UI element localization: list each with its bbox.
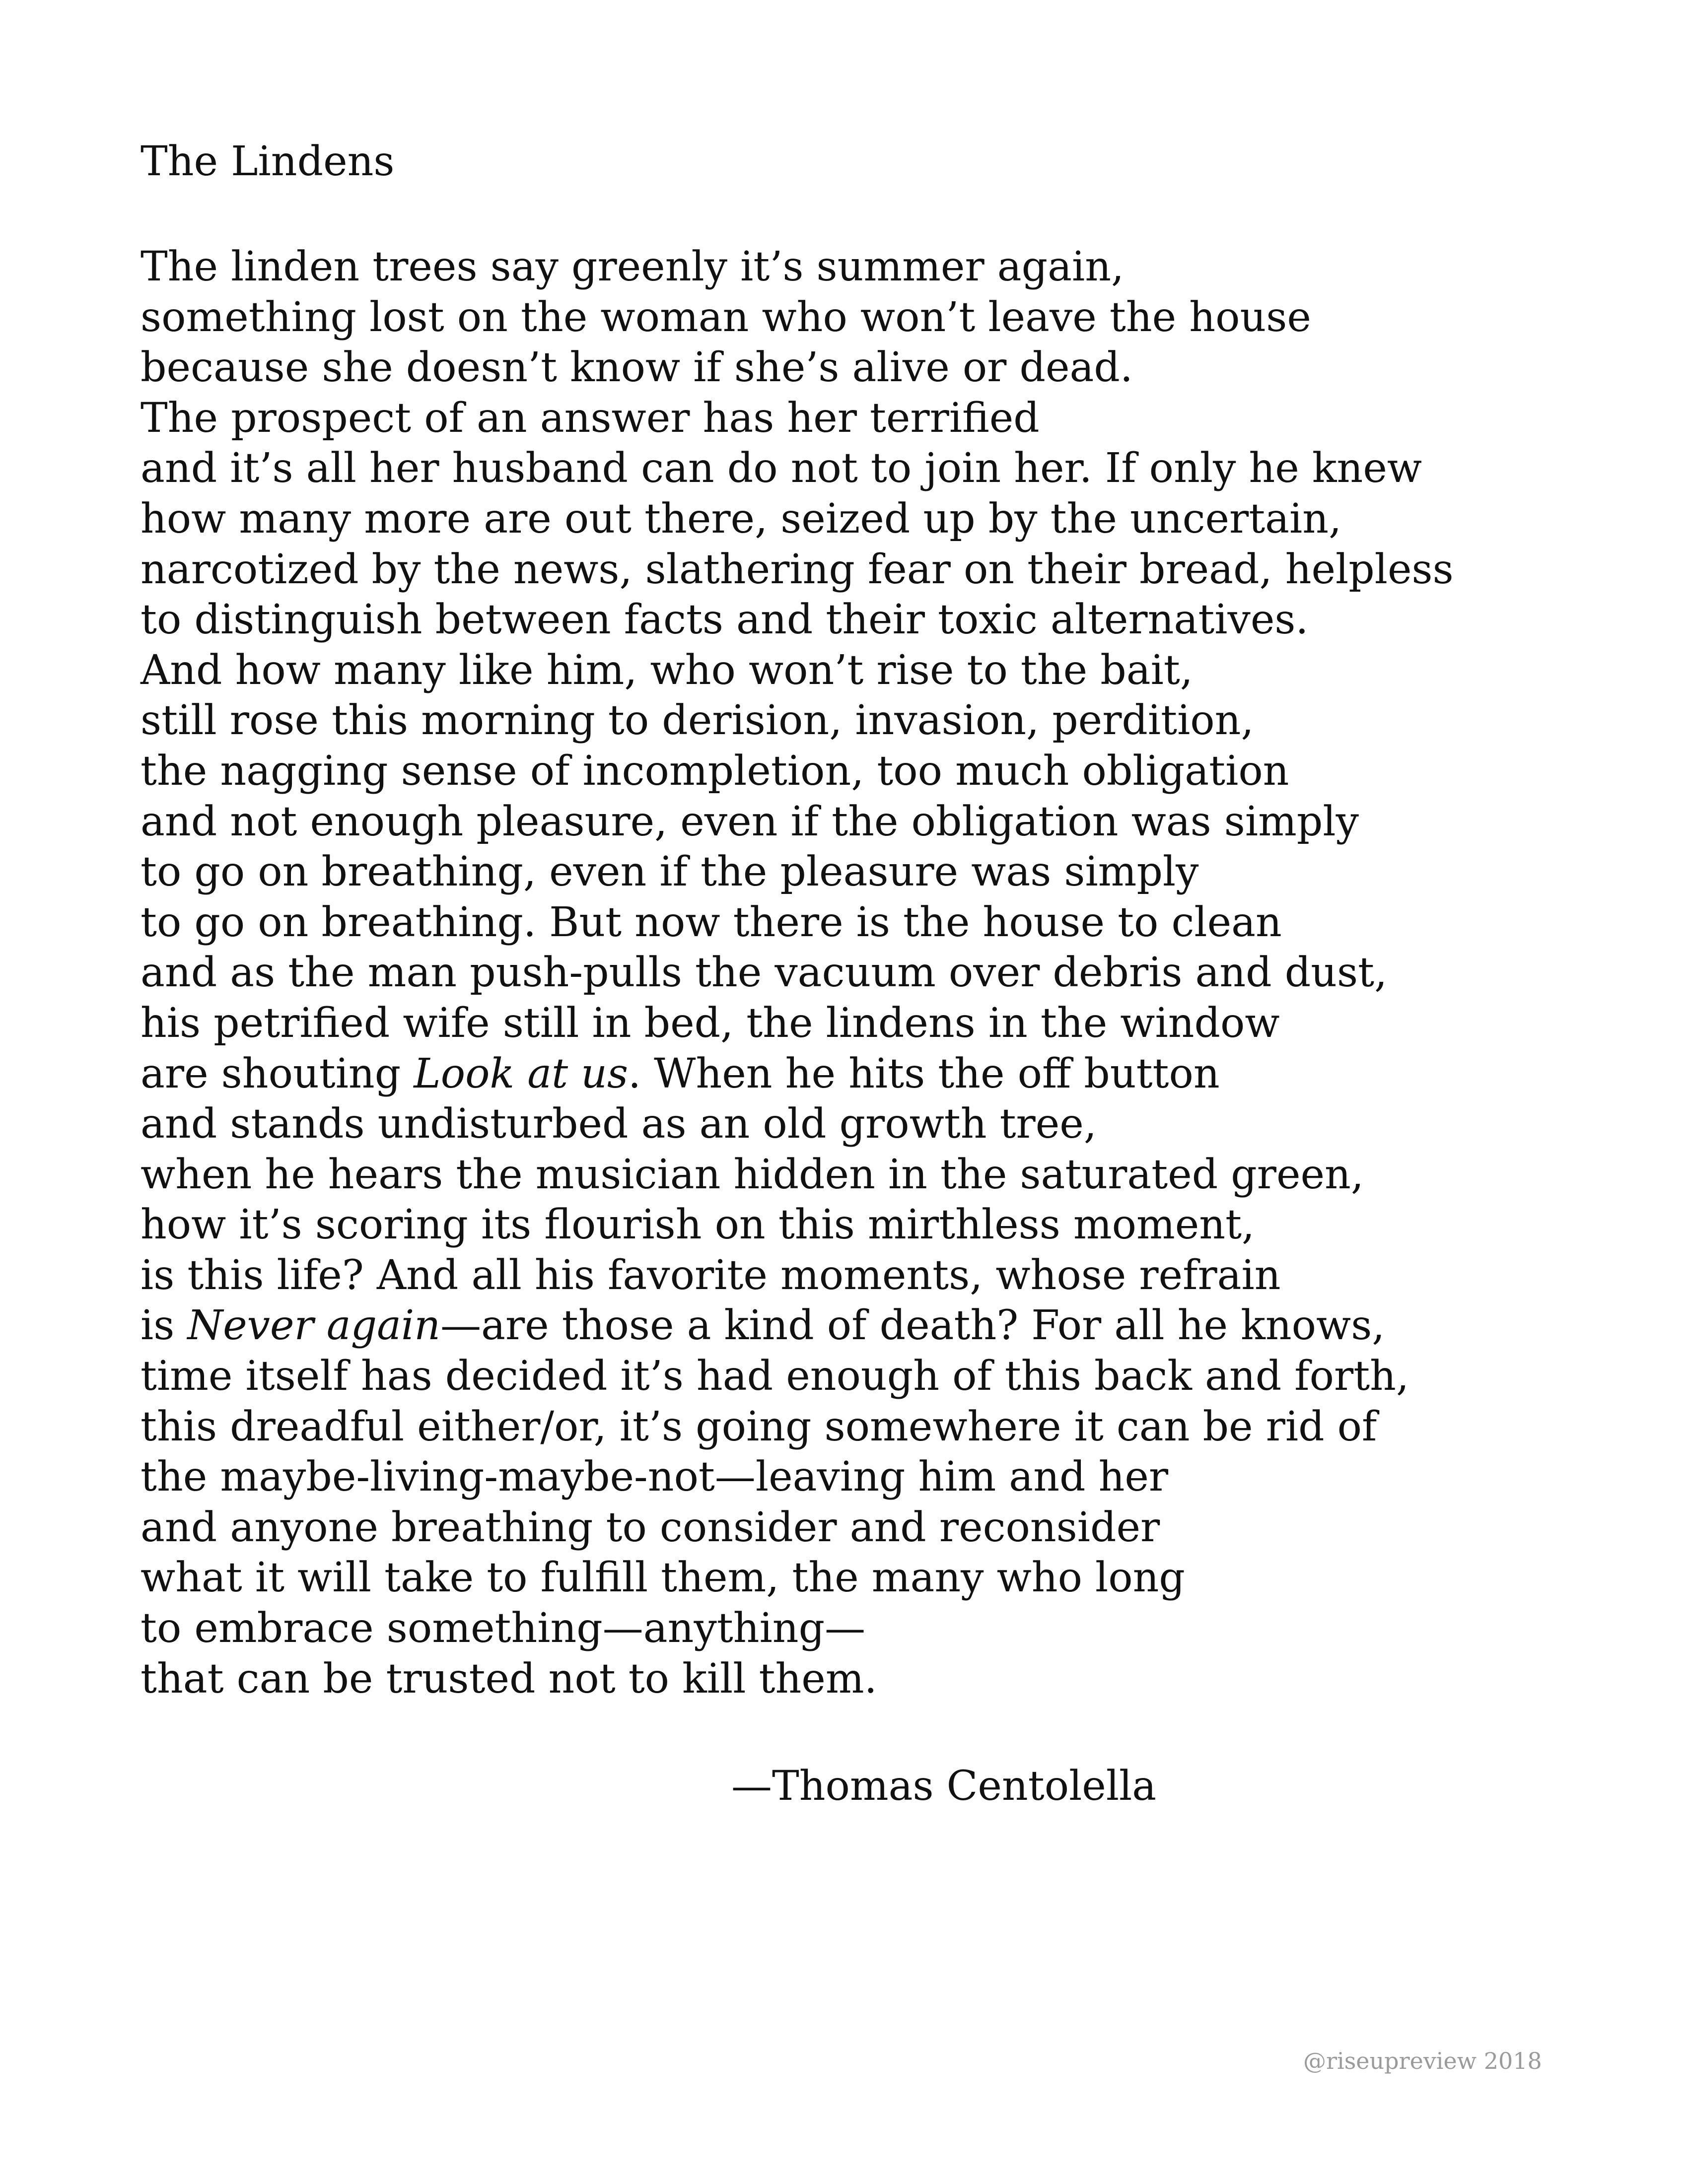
poem-line: is this life? And all his favorite moments, whose refrain <box>141 1251 1281 1299</box>
poem-line: are shouting Look at us. When he hits the off button <box>141 1050 1220 1097</box>
poem-line: to embrace something—anything— <box>141 1605 866 1652</box>
poem-line: to go on breathing. But now there is the house to clean <box>141 898 1282 946</box>
poem-line: how many more are out there, seized up by the uncertain, <box>141 495 1342 543</box>
poem-line: And how many like him, who won’t rise to the bait, <box>141 646 1193 694</box>
poem-line: the nagging sense of incompletion, too much obligation <box>141 747 1289 795</box>
poem-line: how it’s scoring its flourish on this mirthless moment, <box>141 1201 1255 1249</box>
poem-line: still rose this morning to derision, invasion, perdition, <box>141 697 1254 745</box>
poem-line: something lost on the woman who won’t leave the house <box>141 293 1311 341</box>
poem-line: what it will take to fulfill them, the many who long <box>141 1554 1185 1602</box>
poem-line: and as the man push-pulls the vacuum over debris and dust, <box>141 949 1388 997</box>
poem-line: that can be trusted not to kill them. <box>141 1655 877 1703</box>
poem-body <box>141 242 1454 1704</box>
poem-line: and not enough pleasure, even if the obligation was simply <box>141 798 1359 845</box>
poem-line: The prospect of an answer has her terrified <box>141 394 1040 442</box>
poem-line: his petrified wife still in bed, the lindens in the window <box>141 999 1280 1047</box>
poem-line: narcotized by the news, slathering fear on their bread, helpless <box>141 546 1454 593</box>
poem-author: —Thomas Centolella <box>731 1763 1157 1810</box>
poem-line: and stands undisturbed as an old growth tree, <box>141 1100 1097 1148</box>
italic-phrase: Never again <box>187 1302 441 1350</box>
poem-line: and it’s all her husband can do not to join her. If only he knew <box>141 445 1422 492</box>
poem-line: to go on breathing, even if the pleasure was simply <box>141 848 1199 896</box>
poem-line: is Never again—are those a kind of death? For all he knows, <box>141 1302 1385 1350</box>
poem-line: when he hears the musician hidden in the saturated green, <box>141 1151 1364 1198</box>
poem-line: time itself has decided it’s had enough of this back and forth, <box>141 1353 1409 1400</box>
italic-phrase: Look at us <box>414 1050 629 1097</box>
poem-title: The Lindens <box>141 138 395 185</box>
poem-line: the maybe-living-maybe-not—leaving him and her <box>141 1453 1169 1501</box>
watermark: @riseupreview 2018 <box>1303 2048 1542 2074</box>
poem-line: to distinguish between facts and their toxic alternatives. <box>141 596 1309 644</box>
poem-line: this dreadful either/or, it’s going somewhere it can be rid of <box>141 1403 1377 1450</box>
poem-line: and anyone breathing to consider and reconsider <box>141 1503 1160 1551</box>
poem-line: The linden trees say greenly it’s summer again, <box>141 243 1125 290</box>
poem-line: because she doesn’t know if she’s alive or dead. <box>141 344 1133 392</box>
